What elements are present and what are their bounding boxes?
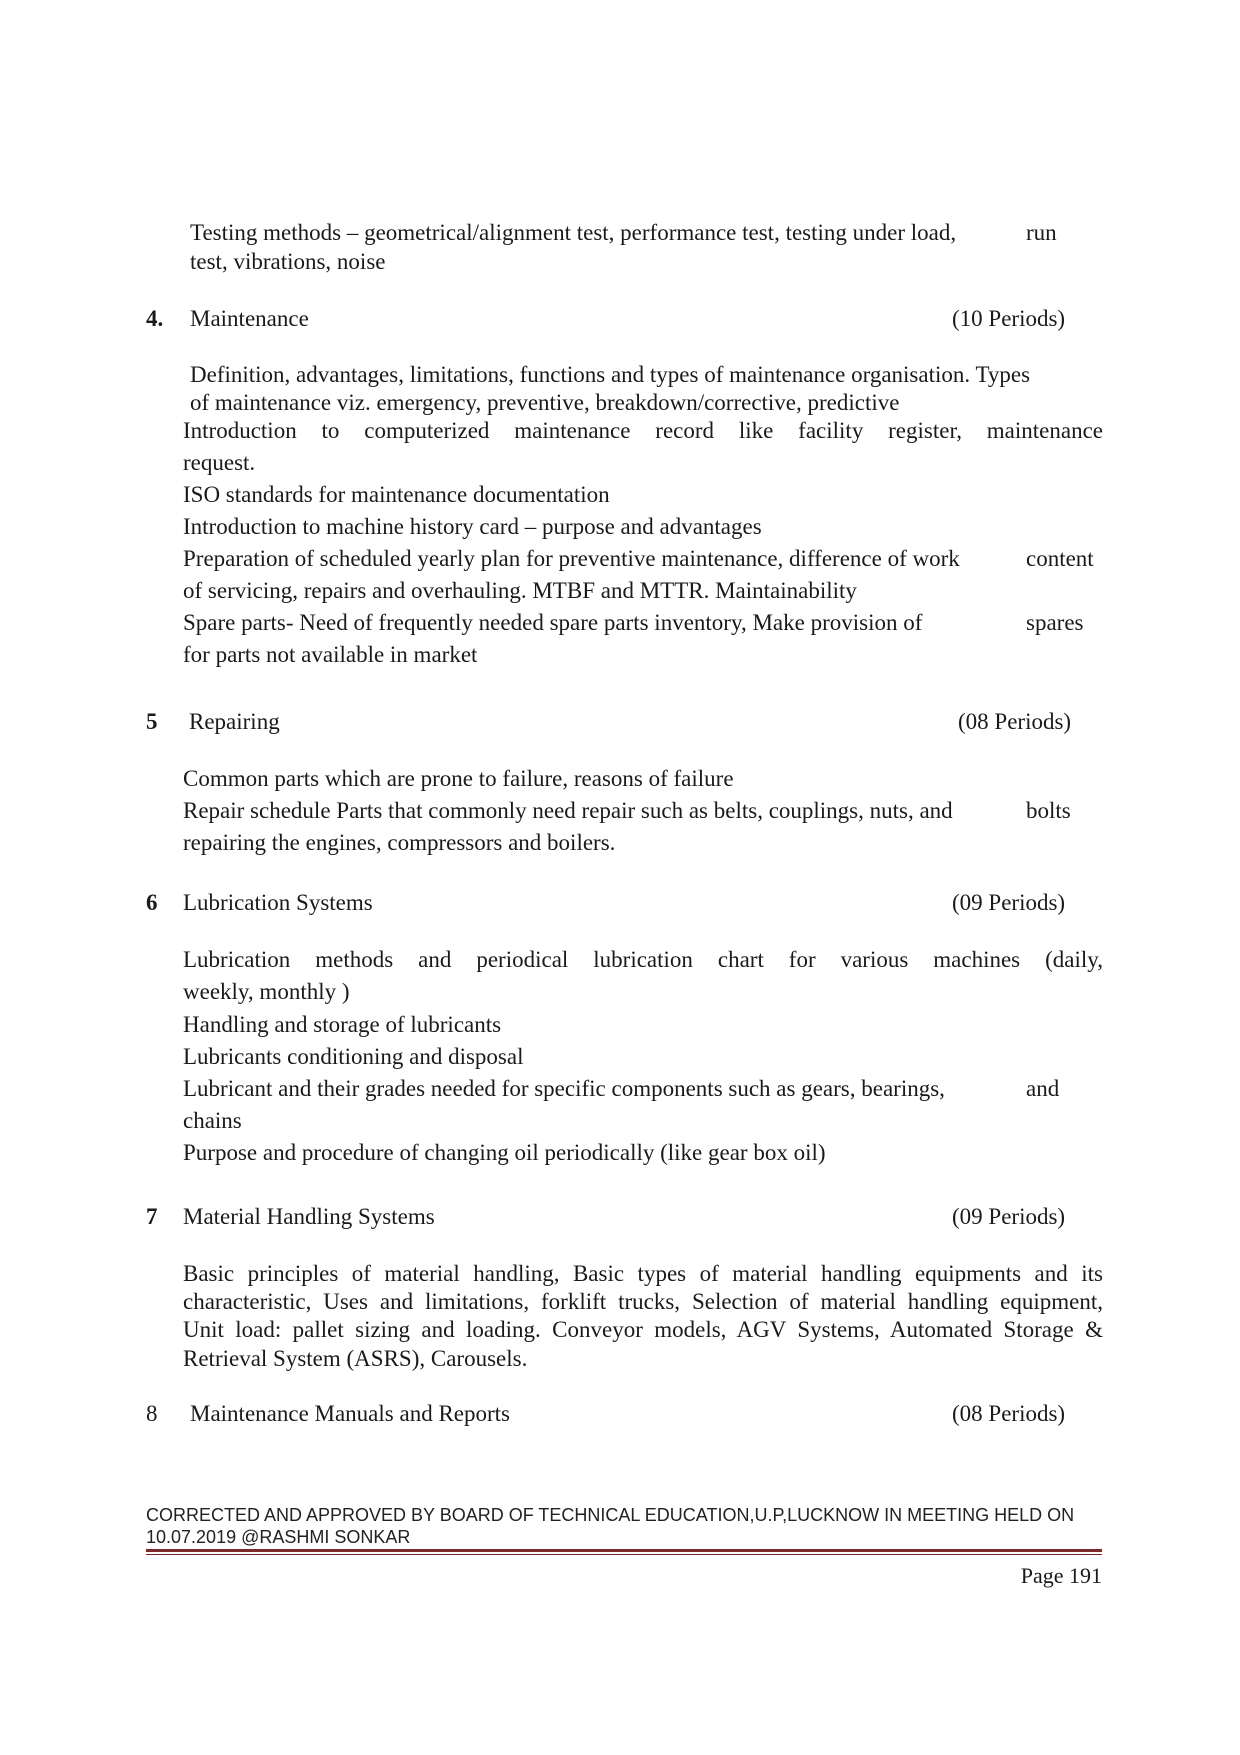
section-6-line-7: Purpose and procedure of changing oil periodically (like gear box oil) <box>183 1140 826 1165</box>
section-8-periods: (08 Periods) <box>952 1401 1066 1426</box>
section-8-number: 8 <box>146 1401 158 1426</box>
section-4-line-9-tail: spares <box>1026 610 1084 635</box>
section-7-line-3: Unit load: pallet sizing and loading. Conveyor models, AGV Systems, Automated Storage & <box>183 1317 1103 1342</box>
section-5-title: Repairing <box>189 709 280 734</box>
footer-approval-line-1: CORRECTED AND APPROVED BY BOARD OF TECHNICAL EDUCATION,U.P,LUCKNOW IN MEETING HELD ON <box>146 1505 1075 1525</box>
footer-approval-line-2: 10.07.2019 @RASHMI SONKAR <box>146 1527 411 1547</box>
section-4-line-7: Preparation of scheduled yearly plan for preventive maintenance, difference of work <box>183 546 960 571</box>
intro-line-1: Testing methods – geometrical/alignment test, performance test, testing under load, <box>190 220 957 245</box>
section-4-line-5: ISO standards for maintenance documentation <box>183 482 610 507</box>
section-7-number: 7 <box>146 1204 158 1229</box>
section-4-number: 4. <box>146 306 164 331</box>
footer-divider-thick <box>146 1549 1102 1552</box>
section-5-number: 5 <box>146 709 158 734</box>
section-4-line-4: request. <box>183 450 256 475</box>
section-4-line-2: of maintenance viz. emergency, preventive, breakdown/corrective, predictive <box>190 390 900 415</box>
section-5-line-2-tail: bolts <box>1026 798 1071 823</box>
section-4-line-3: Introduction to computerized maintenance record like facility register, maintenance <box>183 418 1103 443</box>
section-4-line-10: for parts not available in market <box>183 642 478 667</box>
section-7-line-1: Basic principles of material handling, Basic types of material handling equipments and its <box>183 1261 1103 1286</box>
section-7-title: Material Handling Systems <box>183 1204 435 1229</box>
section-4-line-1: Definition, advantages, limitations, functions and types of maintenance organisation. Types <box>190 362 1031 387</box>
section-6-line-3: Handling and storage of lubricants <box>183 1012 502 1037</box>
section-4-line-6: Introduction to machine history card – purpose and advantages <box>183 514 762 539</box>
section-4-line-7-tail: content <box>1026 546 1094 571</box>
intro-line-2: test, vibrations, noise <box>190 249 386 274</box>
section-6-number: 6 <box>146 890 158 915</box>
section-8-title: Maintenance Manuals and Reports <box>190 1401 510 1426</box>
intro-line-1-tail: run <box>1026 220 1057 245</box>
section-4-title: Maintenance <box>190 306 309 331</box>
section-6-title: Lubrication Systems <box>183 890 373 915</box>
section-5-line-1: Common parts which are prone to failure, reasons of failure <box>183 766 734 791</box>
section-7-line-2: characteristic, Uses and limitations, forklift trucks, Selection of material handling equipment, <box>183 1289 1103 1314</box>
section-5-line-2: Repair schedule Parts that commonly need repair such as belts, couplings, nuts, and <box>183 798 953 823</box>
section-6-line-1: Lubrication methods and periodical lubrication chart for various machines (daily, <box>183 947 1103 972</box>
page-number: Page 191 <box>1020 1563 1102 1588</box>
section-7-line-4: Retrieval System (ASRS), Carousels. <box>183 1346 528 1371</box>
section-6-periods: (09 Periods) <box>952 890 1066 915</box>
section-6-line-4: Lubricants conditioning and disposal <box>183 1044 524 1069</box>
footer-divider-thin <box>146 1554 1102 1555</box>
section-5-line-3: repairing the engines, compressors and boilers. <box>183 830 616 855</box>
section-6-line-5-tail: and <box>1026 1076 1060 1101</box>
section-5-periods: (08 Periods) <box>958 709 1072 734</box>
section-7-periods: (09 Periods) <box>952 1204 1066 1229</box>
section-4-line-9: Spare parts- Need of frequently needed spare parts inventory, Make provision of <box>183 610 923 635</box>
section-6-line-2: weekly, monthly ) <box>183 979 350 1004</box>
section-6-line-5: Lubricant and their grades needed for specific components such as gears, bearings, <box>183 1076 945 1101</box>
section-6-line-6: chains <box>183 1108 242 1133</box>
section-4-line-8: of servicing, repairs and overhauling. MTBF and MTTR. Maintainability <box>183 578 857 603</box>
section-4-periods: (10 Periods) <box>952 306 1066 331</box>
